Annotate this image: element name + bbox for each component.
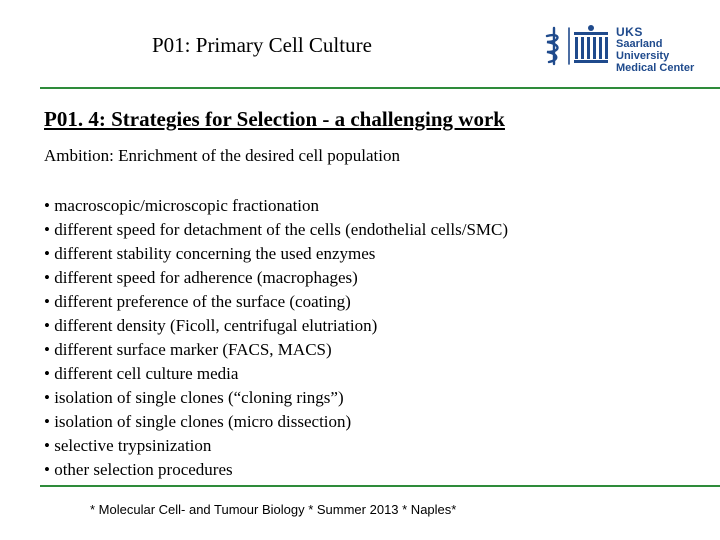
ambition-text: Ambition: Enrichment of the desired cell population bbox=[44, 146, 400, 165]
section-title: P01. 4: Strategies for Selection - a challenging work bbox=[44, 107, 505, 131]
list-item: • different density (Ficoll, centrifugal elutriation) bbox=[44, 316, 378, 335]
logo-text bbox=[616, 26, 716, 74]
list-item: • different stability concerning the used enzymes bbox=[44, 244, 376, 263]
list-item: • different preference of the surface (coating) bbox=[44, 292, 351, 311]
list-item: • different cell culture media bbox=[44, 364, 239, 383]
list-item: • other selection procedures bbox=[44, 460, 233, 479]
logo-line-uks: UKS bbox=[616, 25, 643, 39]
slide-header-title: P01: Primary Cell Culture bbox=[152, 33, 372, 57]
university-emblem-icon bbox=[541, 22, 611, 68]
bullet-list bbox=[44, 194, 508, 482]
logo-line-medical-center: Medical Center bbox=[616, 62, 695, 74]
list-item: • macroscopic/microscopic fractionation bbox=[44, 196, 320, 215]
list-item: • different speed for detachment of the cells (endothelial cells/SMC) bbox=[44, 220, 509, 239]
list-item: • different speed for adherence (macrophages) bbox=[44, 268, 358, 287]
list-item: • isolation of single clones (“cloning rings”) bbox=[44, 388, 344, 407]
uks-logo bbox=[541, 22, 716, 74]
footer-text: * Molecular Cell- and Tumour Biology * Summer 2013 * Naples* bbox=[90, 502, 457, 517]
logo-line-university: Saarland University bbox=[616, 38, 670, 62]
header-divider bbox=[40, 87, 720, 89]
list-item: • selective trypsinization bbox=[44, 436, 212, 455]
footer-divider bbox=[40, 485, 720, 487]
list-item: • different surface marker (FACS, MACS) bbox=[44, 340, 332, 359]
list-item: • isolation of single clones (micro dissection) bbox=[44, 412, 352, 431]
